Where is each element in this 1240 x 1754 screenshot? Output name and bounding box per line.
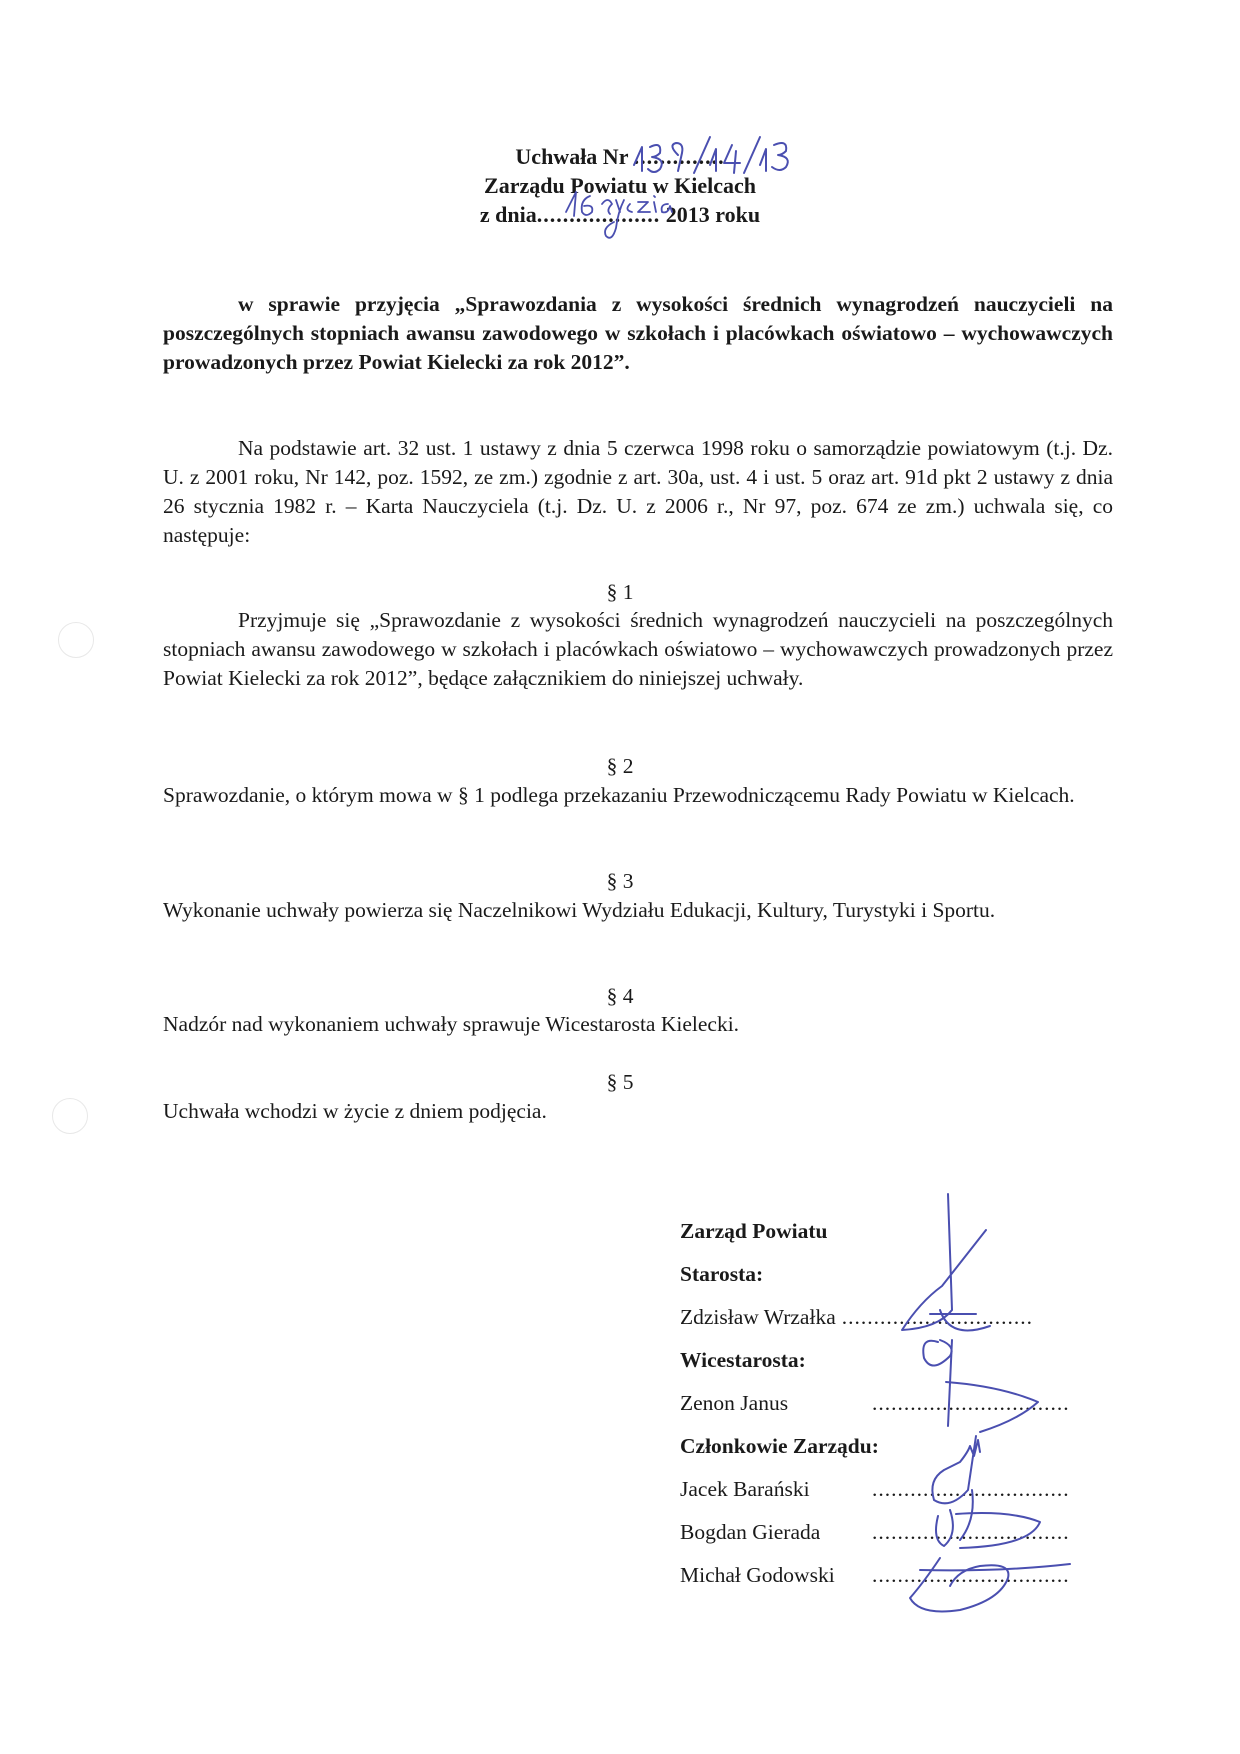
resolution-dots: .............. (633, 144, 725, 169)
starosta-label-row (680, 1253, 1100, 1296)
vice-label: Wicestarosta: (680, 1348, 806, 1372)
resolution-number-line (0, 142, 1240, 171)
member-row (680, 1554, 1100, 1597)
paragraph-5-text: Uchwała wchodzi w życie z dniem podjęcia. (163, 1099, 547, 1123)
legal-basis: Na podstawie art. 32 ust. 1 ustawy z dnia 5 czerwca 1998 roku o samorządzie powiatowym (t.j. Dz. U. z 2001 roku, Nr 142, poz. 1592, ze zm.) zgodnie z art. 30a, ust. 4 i ust. 5 oraz art. 91d pkt 2 ustawy z dnia 26 stycznia 1982 r. – Karta Nauczyciela (t.j. Dz. U. z 2006 r., Nr 97, poz. 674 ze zm.) uchwala się, co następuje: (163, 436, 1113, 547)
starosta-name: Zdzisław Wrzałka (680, 1305, 836, 1329)
vice-row (680, 1382, 1100, 1425)
starosta-label: Starosta: (680, 1262, 764, 1286)
punch-hole-top (58, 622, 94, 658)
member-row (680, 1468, 1100, 1511)
members-label-row (680, 1425, 1100, 1468)
date-suffix: 2013 roku (665, 202, 761, 227)
member-dots: ............................... (872, 1520, 1070, 1544)
paragraph-1-heading: § 1 (606, 580, 634, 604)
starosta-dots: .............................. (841, 1305, 1033, 1329)
board-title-row (680, 1210, 1100, 1253)
member-dots: ............................... (872, 1563, 1070, 1587)
member-dots: ............................... (872, 1477, 1070, 1501)
signature-block (680, 1210, 1100, 1597)
board-title: Zarząd Powiatu (680, 1219, 828, 1243)
paragraph-3-heading: § 3 (606, 869, 634, 893)
member-row (680, 1511, 1100, 1554)
vice-label-row (680, 1339, 1100, 1382)
date-prefix: z dnia (479, 202, 537, 227)
document-header (0, 142, 1240, 229)
vice-dots: ............................... (872, 1391, 1070, 1415)
date-dots: ................... (536, 202, 661, 227)
paragraph-2-heading: § 2 (606, 754, 634, 778)
member-name: Jacek Barański (680, 1477, 810, 1501)
paragraph-4-text: Nadzór nad wykonaniem uchwały sprawuje Wicestarosta Kielecki. (163, 1012, 740, 1036)
paragraph-4-heading: § 4 (606, 984, 634, 1008)
paragraph-1-text: Przyjmuje się „Sprawozdanie z wysokości średnich wynagrodzeń nauczycieli na poszczególnych stopniach awansu zawodowego w szkołach i placówkach oświatowo – wychowawczych prowadzonych przez Powiat Kielecki za rok 2012”, będące załącznikiem do niniejszej uchwały. (163, 608, 1113, 690)
members-label: Członkowie Zarządu: (680, 1434, 879, 1458)
resolution-label: Uchwała Nr (515, 144, 629, 169)
resolution-subject: w sprawie przyjęcia „Sprawozdania z wysokości średnich wynagrodzeń nauczycieli na poszczególnych stopniach awansu zawodowego w szkołach i placówkach oświatowo – wychowawczych prowadzonych przez Powiat Kielecki za rok 2012”. (163, 292, 1113, 374)
paragraph-5-heading: § 5 (606, 1070, 634, 1094)
punch-hole-bottom (52, 1098, 88, 1134)
member-name: Bogdan Gierada (680, 1520, 821, 1544)
date-line (0, 200, 1240, 229)
vice-name: Zenon Janus (680, 1391, 789, 1415)
paragraph-2-text: Sprawozdanie, o którym mowa w § 1 podlega przekazaniu Przewodniczącemu Rady Powiatu w Kielcach. (163, 783, 1075, 807)
paragraph-3-text: Wykonanie uchwały powierza się Naczelnikowi Wydziału Edukacji, Kultury, Turystyki i Sportu. (163, 898, 996, 922)
starosta-row (680, 1296, 1100, 1339)
member-name: Michał Godowski (680, 1563, 835, 1587)
board-name: Zarządu Powiatu w Kielcach (484, 173, 756, 198)
